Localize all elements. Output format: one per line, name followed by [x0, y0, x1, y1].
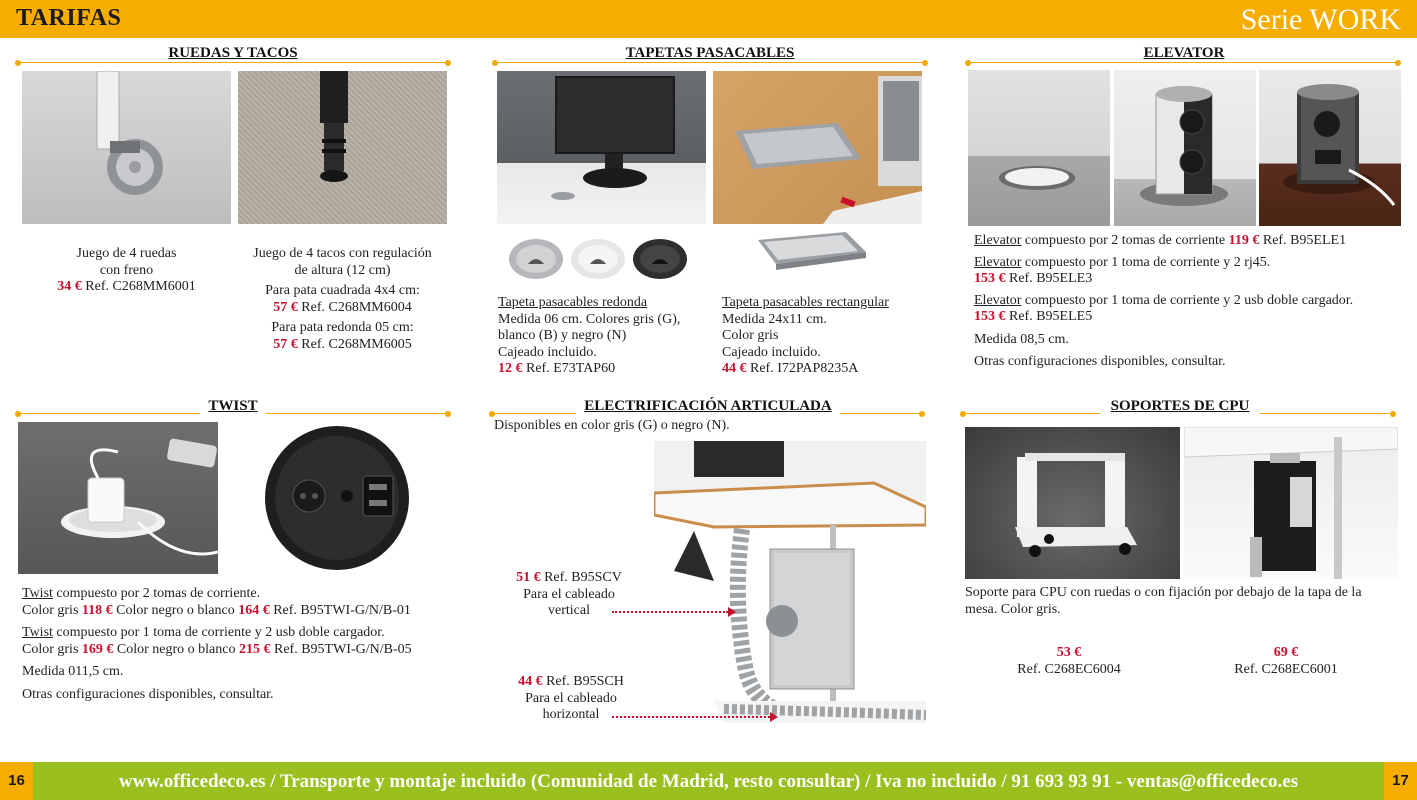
elevator-closed-photo: [968, 70, 1110, 226]
section-rule: [968, 62, 1398, 63]
product-name: Tapeta pasacables redonda: [498, 295, 648, 310]
ref: Ref. B95SCV: [544, 570, 622, 585]
section-title-twist: TWIST: [200, 398, 266, 415]
cpu-price-2: [1182, 645, 1390, 678]
price: 153 €: [974, 309, 1006, 324]
section-title-ruedas: RUEDAS Y TACOS: [160, 45, 306, 62]
tapeta-redonda-text: [498, 295, 708, 378]
text: Color gris: [22, 602, 79, 618]
section-title-elevator: ELEVATOR: [1138, 45, 1230, 62]
cpu-under-desk-photo: [1184, 427, 1398, 579]
text: Color negro o blanco: [116, 602, 235, 618]
section-rule: [495, 62, 925, 63]
tapeta-rect-photo: [713, 71, 922, 224]
text-line: Para el cableado: [525, 690, 617, 706]
tapeta-rect-icon: [750, 230, 870, 272]
elevator-text: [974, 233, 1404, 371]
price: 119 €: [1228, 233, 1260, 248]
text-line: Cajeado incluido.: [722, 344, 821, 360]
text-line: Juego de 4 tacos con regulación: [253, 246, 432, 261]
product-name: Tapeta pasacables rectangular: [722, 295, 889, 310]
text-line: Medida 06 cm. Colores gris (G),: [498, 311, 681, 327]
horizontal-arrow-line: [612, 716, 770, 718]
page-number-right: 17: [1384, 762, 1417, 800]
tapetas-redondas-icons: [506, 234, 692, 284]
section-title-cpu: SOPORTES DE CPU: [1100, 398, 1260, 415]
ref: Ref. B95TWI-G/N/B-01: [273, 602, 411, 618]
text-line: blanco (B) y negro (N): [498, 328, 627, 343]
product-name: Elevator: [974, 254, 1022, 270]
price: 57 €: [273, 336, 298, 352]
text-line: Para pata cuadrada 4x4 cm:: [265, 283, 420, 298]
price: 69 €: [1273, 645, 1299, 660]
tacos-text: [238, 246, 447, 353]
price: 215 €: [238, 641, 271, 657]
text-line: horizontal: [542, 707, 600, 722]
text-line: Cajeado incluido.: [498, 344, 597, 360]
ref: Ref. B95TWI-G/N/B-05: [273, 641, 412, 657]
text: compuesto por 1 toma de corriente y 2 rj45.: [1024, 254, 1271, 270]
product-name: Elevator: [974, 233, 1022, 248]
text: compuesto por 1 toma de corriente y 2 usb doble cargador.: [56, 625, 385, 640]
text-line: Soporte para CPU con ruedas o con fijación por debajo de la tapa de la: [965, 585, 1362, 600]
ref: Ref. I72PAP8235A: [750, 361, 859, 376]
section-title-tapetas: TAPETAS PASACABLES: [618, 45, 802, 62]
price: 44 €: [722, 361, 747, 376]
cpu-price-1: [965, 645, 1173, 678]
page-footer: [0, 762, 1417, 800]
rueda-photo: [22, 71, 231, 224]
series-title: Serie WORK: [1240, 3, 1401, 36]
taco-photo: [238, 71, 447, 224]
text: compuesto por 1 toma de corriente y 2 usb doble cargador.: [1024, 292, 1354, 308]
price: 153 €: [974, 271, 1006, 286]
text-line: Juego de 4 ruedas: [76, 246, 177, 261]
text-line: con freno: [99, 262, 154, 278]
ref: Ref. B95ELE3: [1009, 271, 1093, 286]
cpu-desc: [965, 585, 1405, 618]
ref: Ref. B95ELE1: [1262, 233, 1347, 248]
text: Color negro o blanco: [116, 641, 236, 657]
text: compuesto por 2 tomas de corriente: [1024, 233, 1226, 248]
ref: Ref. C268EC6004: [1017, 661, 1121, 677]
text: Color gris: [22, 641, 79, 657]
elevator-usb-photo: [1259, 70, 1401, 226]
price: 51 €: [516, 570, 541, 585]
page-number-left: 16: [0, 762, 33, 800]
section-rule: [18, 62, 448, 63]
product-name: Twist: [22, 586, 53, 601]
text-line: Otras configuraciones disponibles, consultar.: [974, 354, 1226, 369]
text-line: Para pata redonda 05 cm:: [271, 320, 414, 335]
ref: Ref. E73TAP60: [526, 361, 616, 376]
text: compuesto por 2 tomas de corriente.: [56, 586, 261, 601]
tapeta-redonda-photo: [497, 71, 706, 224]
footer-contact[interactable]: www.officedeco.es / Transporte y montaje incluido (Comunidad de Madrid, resto consultar) / Iva no incluido / 91 693 93 91 - ventas@officedeco.es: [118, 771, 1299, 792]
price: 169 €: [81, 641, 114, 657]
text-line: mesa. Color gris.: [965, 601, 1061, 617]
twist-unit-photo: [263, 424, 411, 572]
electrif-photo: [654, 441, 926, 723]
price: 118 €: [81, 602, 113, 618]
text-line: Para el cableado: [523, 586, 615, 602]
text-line: vertical: [548, 603, 590, 618]
page-title: TARIFAS: [16, 5, 122, 31]
ref: Ref. C268EC6001: [1234, 661, 1338, 677]
ref: Ref. B95ELE5: [1009, 309, 1093, 324]
twist-desk-photo: [18, 422, 218, 574]
price: 34 €: [57, 279, 82, 294]
text-line: Medida 24x11 cm.: [722, 311, 827, 327]
page-header: [0, 0, 1417, 38]
price: 57 €: [273, 299, 298, 315]
vertical-arrow-head: [728, 607, 736, 617]
electrif-subtitle: Disponibles en color gris (G) o negro (N).: [494, 418, 730, 433]
text-line: de altura (12 cm): [294, 262, 391, 278]
price: 53 €: [1056, 645, 1082, 660]
vertical-arrow-line: [612, 611, 728, 613]
cpu-wheels-photo: [965, 427, 1180, 579]
ref: Ref. C268MM6005: [301, 336, 412, 352]
tapeta-rect-text: [722, 295, 922, 378]
price: 164 €: [238, 602, 270, 618]
ruedas-text: [22, 246, 231, 296]
ref: Ref. C268MM6001: [85, 279, 196, 294]
ref: Ref. C268MM6004: [301, 299, 412, 315]
text-line: Medida 011,5 cm.: [22, 664, 124, 679]
horizontal-arrow-head: [770, 712, 778, 722]
text-line: Medida 08,5 cm.: [974, 331, 1069, 347]
text-line: Color gris: [722, 328, 779, 343]
price: 12 €: [498, 361, 523, 376]
section-title-electrif: ELECTRIFICACIÓN ARTICULADA: [576, 398, 840, 415]
twist-text: [22, 586, 462, 703]
price: 44 €: [518, 674, 543, 689]
product-name: Elevator: [974, 292, 1022, 308]
elevator-open-photo: [1114, 70, 1256, 226]
ref: Ref. B95SCH: [546, 674, 624, 689]
product-name: Twist: [22, 625, 53, 640]
text-line: Otras configuraciones disponibles, consultar.: [22, 686, 274, 702]
